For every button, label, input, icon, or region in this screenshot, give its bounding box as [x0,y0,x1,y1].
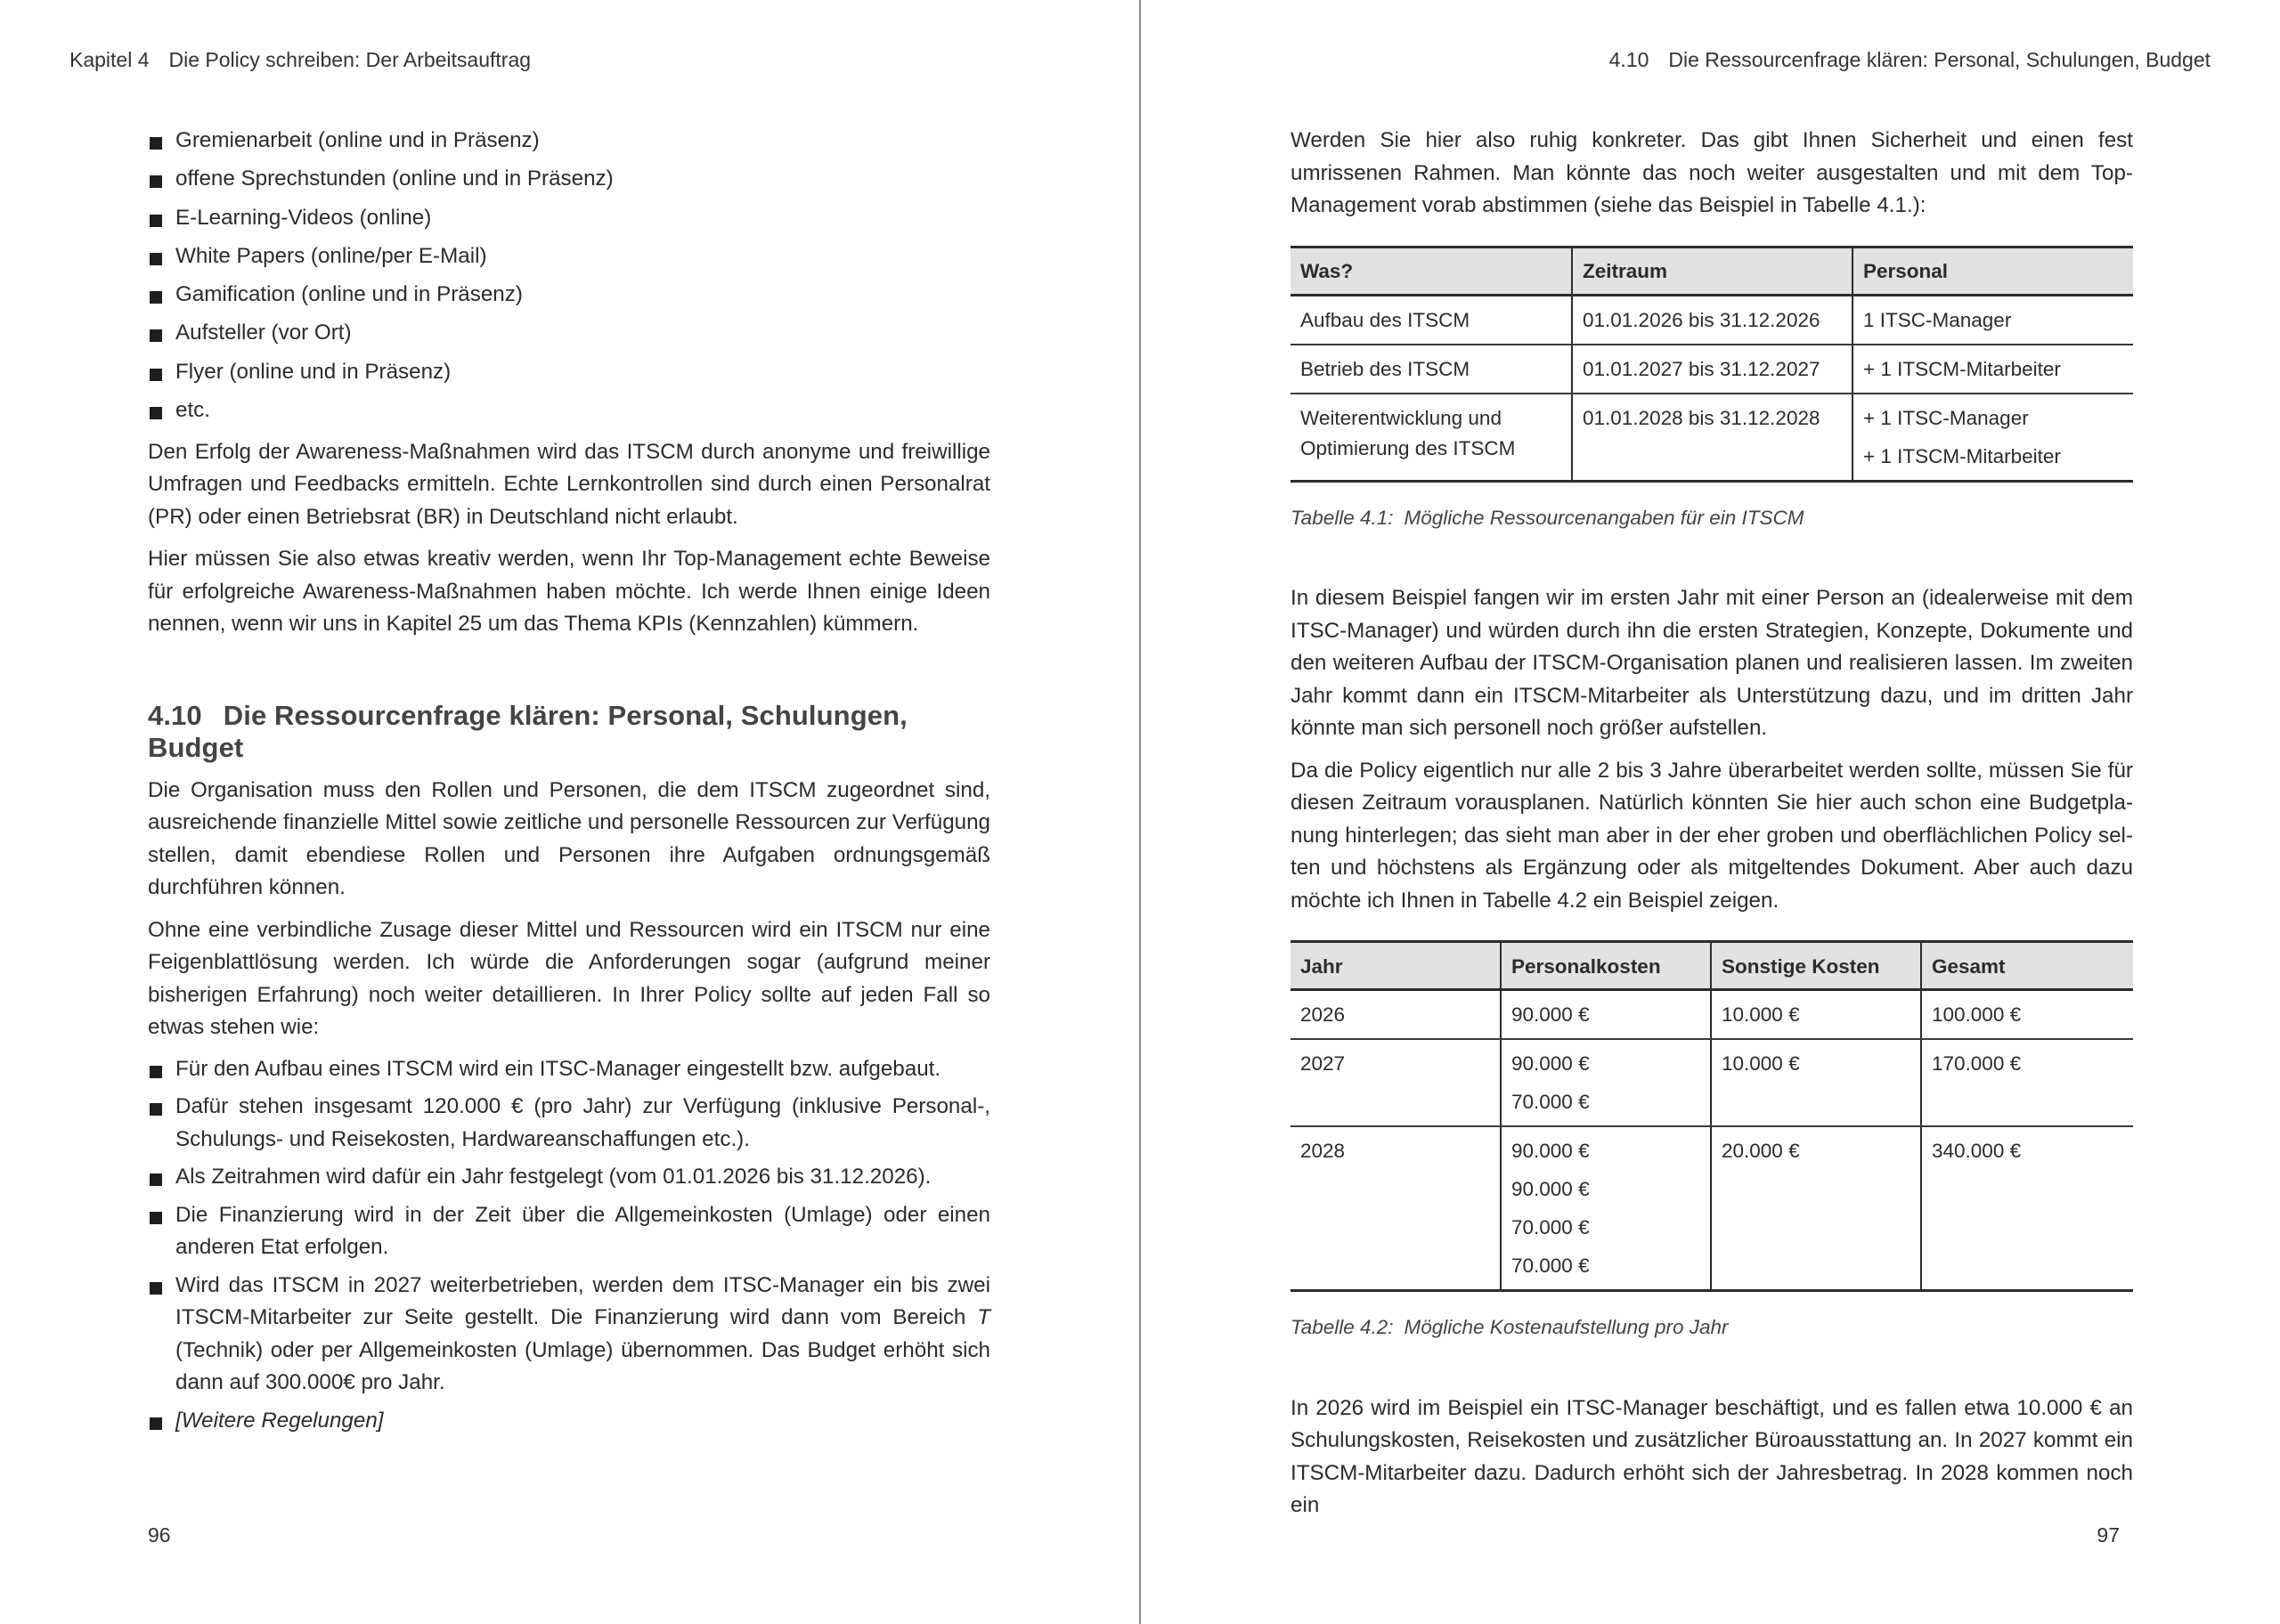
table-cell: 2028 [1291,1126,1501,1291]
cell-text: 1 ITSC-Manager [1863,308,2012,331]
cell-text: + 1 ITSC-Manager [1863,406,2029,429]
section-heading [148,700,990,764]
paragraph: Die Organisation muss den Rollen und Personen, die dem ITSCM zugeordnet sind, ausreichende finanzielle Mittel sowie zeitliche und personelle Ressourcen zur Verfügung stellen, damit ebendiese Rollen und Personen ihre Aufgaben ordnungsgemäß durchführen können. [148,777,990,900]
awareness-channel-list [148,125,990,427]
caption-text: Mögliche Ressourcenangaben für ein ITSCM [1404,506,1804,529]
cell-text: 90.000 € [1511,1003,1590,1026]
table-cell [1852,345,2133,394]
table-cell: 2026 [1291,990,1501,1040]
table-cell [1501,1126,1711,1291]
cell-text: Aufbau des ITSCM [1300,308,1470,331]
table-cell: 170.000 € [1921,1039,2133,1126]
chapter-title: Die Policy schreiben: Der Arbeitsauftrag [168,48,532,71]
table-row [1291,345,2133,394]
list-item-emphasis: T [977,1305,990,1330]
table-row [1291,1039,2133,1126]
table-cell: 01.01.2027 bis 31.12.2027 [1572,345,1852,394]
section-number: 4.10 [148,699,202,731]
table-cell: 01.01.2026 bis 31.12.2026 [1572,295,1852,345]
list-item: Aufsteller (vor Ort) [148,317,990,350]
cell-text: 90.000 € [1511,1052,1590,1075]
paragraph: Da die Policy eigentlich nur alle 2 bis 3 Jahre überarbeitet werden sollte, müssen Sie für diesen Zeitraum vorausplanen. Natürlich könnten Sie hier auch schon eine Budgetplanung hinterlegen; das sieht man aber in der eher groben und oberflächlichen Policy selten und höchstens als Ergänzung oder als mitgeltendes Dokument. Aber auch dazu möchte ich Ihnen in Tabelle 4.2 ein Beispiel zeigen. [1291,758,2133,913]
running-head-left [69,48,531,72]
cell-text: Weiterentwicklung und [1300,406,1502,429]
paragraph: In 2026 wird im Beispiel ein ITSC-Manager beschäftigt, und es fallen etwa 10.000 € an Schulungskosten, Reisekosten und zusätzlicher Büroausstattung an. In 2027 kommt ein ITSCM-Mitarbeiter dazu. Dadurch erhöht sich der Jahresbetrag. In 2028 kommen noch ein [1291,1395,2133,1517]
caption-number: Tabelle 4.1: [1291,506,1394,529]
left-page-content [148,125,990,1442]
table-row [1291,990,2133,1040]
table-cell: 10.000 € [1711,990,1921,1040]
paragraph: Werden Sie hier also ruhig konkreter. Das gibt Ihnen Sicherheit und einen fest umrissenen Rahmen. Man könnte das noch weiter ausgestalten und mit dem Top-Management vorab abstimmen (siehe das Beispiel in Tabelle 4.1.): [1291,128,2133,217]
cell-text: + 1 ITSCM-Mitarbeiter [1863,444,2061,467]
cost-table [1291,940,2133,1292]
right-page [1141,0,2280,1624]
cell-text: 70.000 € [1511,1216,1590,1238]
table-cell [1501,1039,1711,1126]
table-row [1291,394,2133,482]
column-header: Personal [1852,247,2133,295]
table-row [1291,295,2133,345]
cell-text: 90.000 € [1511,1178,1590,1200]
cell-text: + 1 ITSCM-Mitarbeiter [1863,357,2061,380]
policy-requirements-list [148,1053,990,1438]
paragraph: Hier müssen Sie also etwas kreativ werden, wenn Ihr Top-Management echte Beweise für erfolgreiche Awareness-Maßnahmen haben möchte. Ich werde Ihnen einige Ideen nennen, wenn wir uns in Kapitel 25 um das Thema KPIs (Kennzahlen) kümmern. [148,547,990,637]
list-item: E-Learning-Videos (online) [148,202,990,235]
table-cell [1501,990,1711,1040]
table-cell: 01.01.2028 bis 31.12.2028 [1572,394,1852,482]
table-cell: 2027 [1291,1039,1501,1126]
column-header: Sonstige Kosten [1711,942,1921,990]
list-item-text: Wird das ITSCM in 2027 weiterbetrieben, werden dem ITSC-Manager ein bis zwei ITSCM-Mitarbeiter zur Seite gestellt. Die Finanzierung wird dann vom Bereich [175,1272,990,1330]
table-cell [1852,394,2133,482]
table-header-row [1291,247,2133,295]
caption-text: Mögliche Kostenaufstellung pro Jahr [1404,1316,1729,1338]
page-number-right: 97 [2097,1523,2120,1547]
cell-text: 70.000 € [1511,1255,1590,1277]
list-item: Gremienarbeit (online und in Präsenz) [148,125,990,158]
section-title: Die Ressourcenfrage klären: Personal, Schulungen, Budget [1668,48,2211,71]
cell-text: Betrieb des ITSCM [1300,357,1470,380]
table-cell: 20.000 € [1711,1126,1921,1291]
list-item [148,1405,990,1438]
paragraph: Den Erfolg der Awareness-Maßnahmen wird das ITSCM durch anonyme und freiwillige Umfragen und Feedbacks ermitteln. Echte Lernkontrollen sind durch einen Personalrat (PR) oder einen Betriebsrat (BR) in Deutschland nicht erlaubt. [148,439,990,529]
table-cell [1852,295,2133,345]
list-item: Dafür stehen insgesamt 120.000 € (pro Jahr) zur Verfügung (inklusive Personal-, Schulungs- und Reisekosten, Hardwareanschaffungen etc.). [148,1091,990,1156]
list-item: Die Finanzierung wird in der Zeit über die Allgemeinkosten (Umlage) oder einen anderen Etat erfolgen. [148,1199,990,1264]
cell-text: Optimierung des ITSCM [1300,436,1516,459]
table-caption [1291,502,2133,535]
list-item: etc. [148,394,990,427]
table-cell: 340.000 € [1921,1126,2133,1291]
column-header: Jahr [1291,942,1501,990]
paragraph: In diesem Beispiel fangen wir im ersten Jahr mit einer Person an (idealerweise mit dem ITSC-Manager) und würden durch ihn die ersten Strategien, Konzepte, Dokumente und den weiteren Aufbau der ITSCM-Organisation planen und realisieren lassen. Im zweiten Jahr kommt dann ein ITSCM-Mitarbeiter als Unterstützung dazu, und im dritten Jahr könnte man sich personell noch größer aufstellen. [1291,586,2133,740]
list-item-text: (Technik) oder per Allgemeinkosten (Umlage) übernommen. Das Budget erhöht sich dann auf 300.000€ pro Jahr. [175,1337,990,1395]
column-header: Personalkosten [1501,942,1711,990]
list-item: Für den Aufbau eines ITSCM wird ein ITSC-Manager eingestellt bzw. aufgebaut. [148,1053,990,1086]
column-header: Was? [1291,247,1572,295]
section-title: Die Ressourcenfrage klären: Personal, Schulungen, Budget [148,699,908,763]
list-item [148,1270,990,1400]
list-item-placeholder: [Weitere Regelungen] [175,1408,384,1433]
table-caption [1291,1311,2133,1344]
resource-table [1291,246,2133,483]
list-item: Flyer (online und in Präsenz) [148,356,990,389]
column-header: Gesamt [1921,942,2133,990]
list-item: offene Sprechstunden (online und in Präsenz) [148,163,990,196]
table-cell: 10.000 € [1711,1039,1921,1126]
paragraph: Ohne eine verbindliche Zusage dieser Mittel und Ressourcen wird ein ITSCM nur eine Feigenblattlösung werden. Ich würde die Anforderungen sogar (aufgrund meiner bisherigen Erfahrung) noch weiter detaillieren. In Ihrer Policy sollte auf jeden Fall so etwas stehen wie: [148,917,990,1040]
list-item: White Papers (online/per E-Mail) [148,240,990,273]
table-cell: 100.000 € [1921,990,2133,1040]
table-cell [1291,345,1572,394]
section-number: 4.10 [1608,48,1649,71]
chapter-label: Kapitel 4 [69,48,150,71]
table-row [1291,1126,2133,1291]
list-item: Gamification (online und in Präsenz) [148,279,990,312]
cell-text: 90.000 € [1511,1140,1590,1162]
right-page-content [1291,125,2133,1522]
table-cell [1291,394,1572,482]
page-number-left: 96 [148,1523,171,1547]
cell-text: 70.000 € [1511,1091,1590,1113]
list-item: Als Zeitrahmen wird dafür ein Jahr festgelegt (vom 01.01.2026 bis 31.12.2026). [148,1161,990,1194]
table-header-row [1291,942,2133,990]
table-cell [1291,295,1572,345]
running-head-right [1609,48,2211,72]
caption-number: Tabelle 4.2: [1291,1316,1394,1338]
column-header: Zeitraum [1572,247,1852,295]
